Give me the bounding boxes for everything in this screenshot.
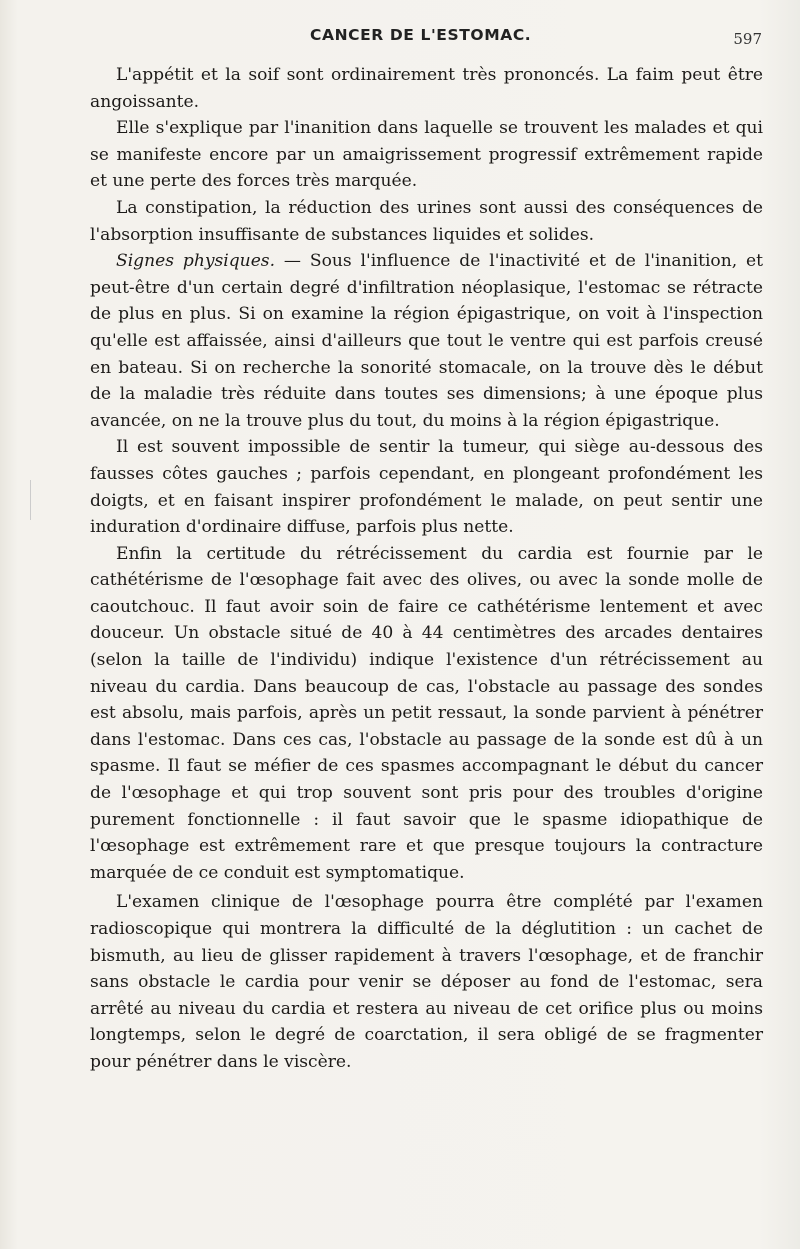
paragraph [90, 541, 763, 887]
paragraph-text: L'appétit et la soif sont ordinairement très prononcés. La faim peut être angoissante. [90, 65, 763, 112]
paragraph [90, 434, 763, 540]
paragraph-text: Enfin la certitude du rétrécissement du cardia est fournie par le cathétérisme de l'œsophage fait avec des olives, ou avec la sonde molle de caoutchouc. Il faut avoir soin de faire ce cathétérisme lentement et avec douceur. Un obstacle situé de 40 à 44 centimètres des arcades dentaires (selon la taille de l'individu) indique l'existence d'un rétrécissement au niveau du cardia. Dans beaucoup de cas, l'obstacle au passage des sondes est absolu, mais parfois, après un petit ressaut, la sonde parvient à pénétrer dans l'estomac. Dans ces cas, l'obstacle au passage de la sonde est dû à un spasme. Il faut se méfier de ces spasmes accompagnant le début du cancer de l'œsophage et qui trop souvent sont pris pour des troubles d'origine purement fonctionnelle : il faut savoir que le spasme idiopathique de l'œsophage est extrêmement rare et que presque toujours la contracture marquée de ce conduit est symptomatique. [90, 543, 763, 883]
section-heading: Signes physiques. [116, 251, 276, 272]
running-title: CANCER DE L'ESTOMAC. [310, 26, 532, 44]
paragraph [90, 115, 763, 195]
page-header [88, 22, 768, 52]
paragraph [90, 62, 763, 115]
paragraph-text: Elle s'explique par l'inanition dans laquelle se trouvent les malades et qui se manifeste encore par un amaigrissement progressif extrêmement rapide et une perte des forces très marquée. [90, 118, 763, 192]
paragraph-text: L'examen clinique de l'œsophage pourra être complété par l'examen radioscopique qui montrera la difficulté de la déglutition : un cachet de bismuth, au lieu de glisser rapidement à travers l'œsophage, et de franchir sans obstacle le cardia pour venir se déposer au fond de l'estomac, sera arrêté au niveau du cardia et restera au niveau de cet orifice plus ou moins longtemps, selon le degré de coarctation, il sera obligé de se fragmenter pour pénétrer dans le viscère. [90, 892, 763, 1072]
paragraph [90, 889, 763, 1075]
paragraph [90, 195, 763, 248]
paragraph-text: Il est souvent impossible de sentir la tumeur, qui siège au-dessous des fausses côtes gauches ; parfois cependant, en plongeant profondément les doigts, et en faisant inspirer profondément le malade, on peut sentir une induration d'ordinaire diffuse, parfois plus nette. [90, 437, 763, 538]
paragraph-text: — Sous l'influence de l'inactivité et de l'inanition, et peut-être d'un certain degré d'infiltration néoplasique, l'estomac se rétracte de plus en plus. Si on examine la région épigastrique, on voit à l'inspection qu'elle est affaissée, ainsi d'ailleurs que tout le ventre qui est parfois creusé en bateau. Si on recherche la sonorité stomacale, on la trouve dès le début de la maladie très réduite dans toutes ses dimensions; à une époque plus avancée, on ne la trouve plus du tout, du moins à la région épigastrique. [90, 251, 764, 431]
body-text [90, 62, 763, 1076]
paragraph [90, 248, 763, 434]
page-number: 597 [733, 30, 762, 48]
paragraph-text: La constipation, la réduction des urines sont aussi des conséquences de l'absorption insuffisante de substances liquides et solides. [90, 197, 763, 245]
margin-mark [30, 480, 37, 520]
